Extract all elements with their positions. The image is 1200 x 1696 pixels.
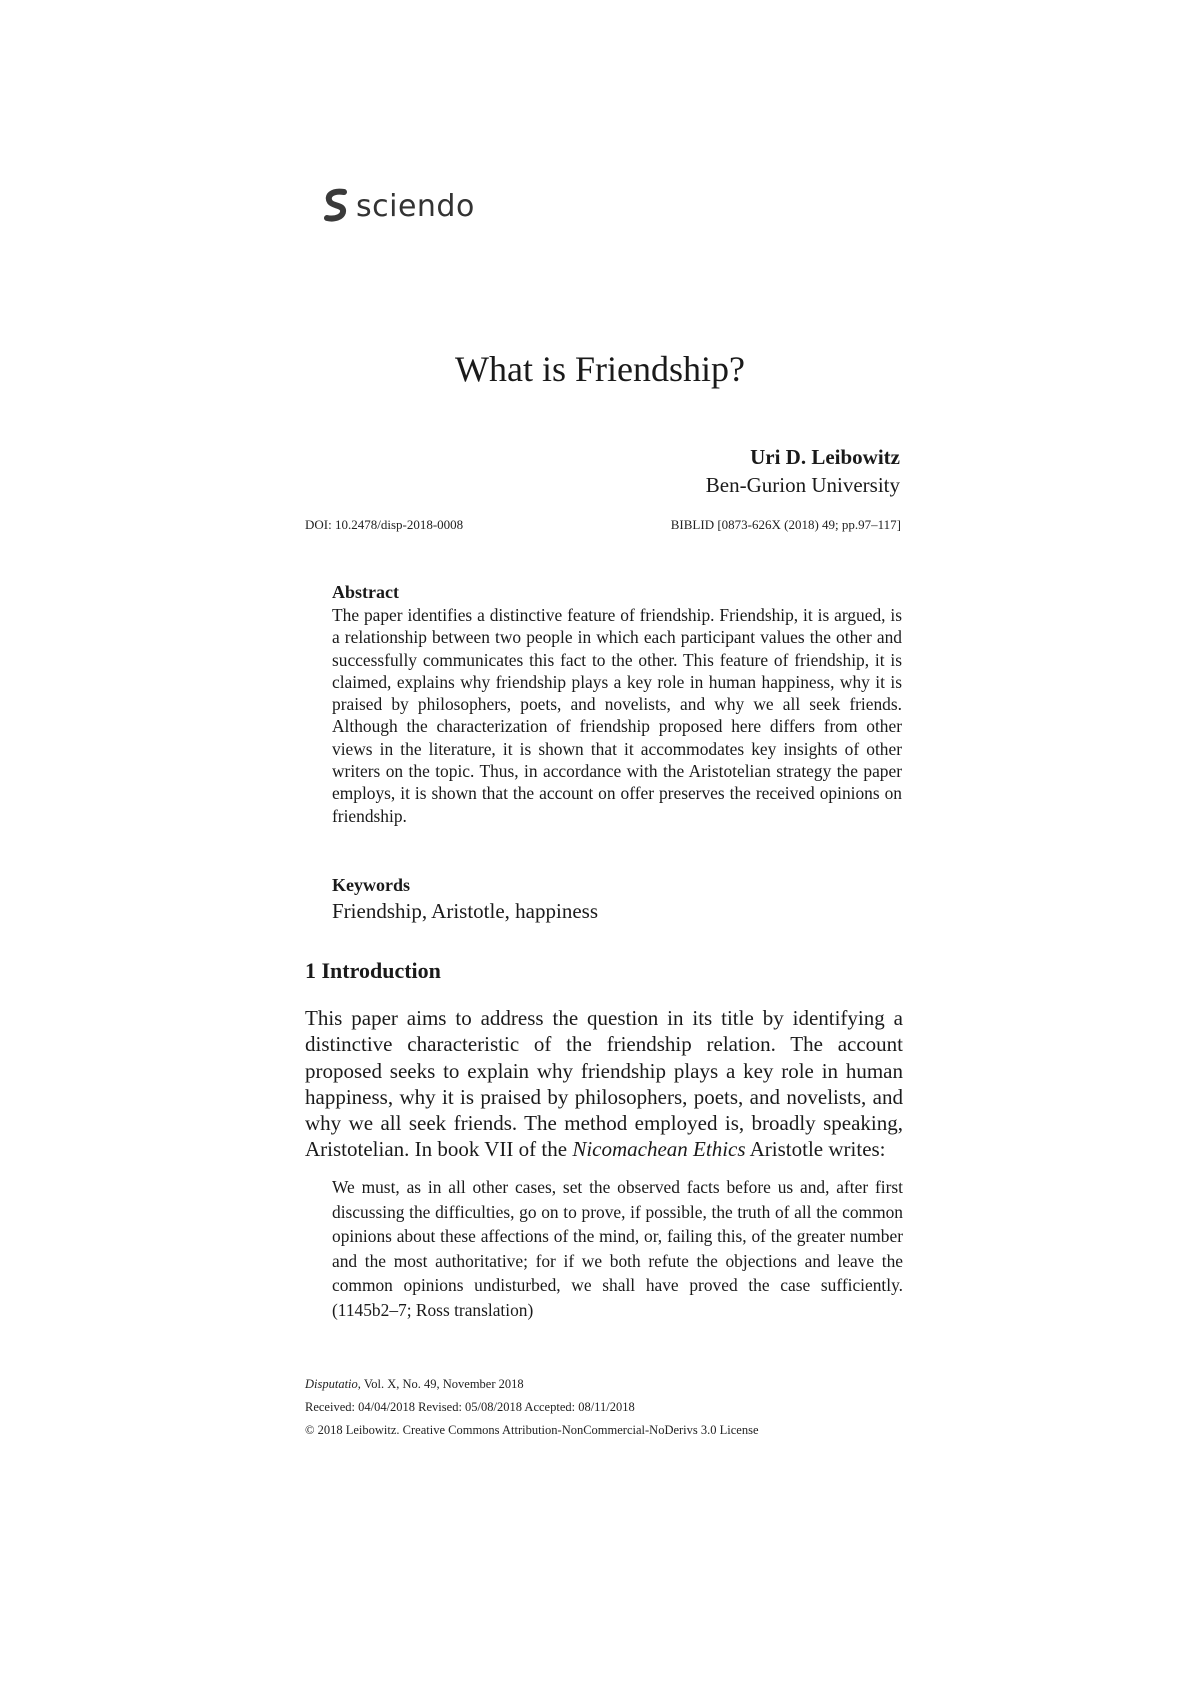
introduction-paragraph: [305, 1005, 903, 1163]
footer-journal: [305, 1373, 759, 1396]
author-block: [706, 443, 900, 499]
section-heading-introduction: 1 Introduction: [305, 958, 441, 983]
sciendo-logo: [324, 188, 475, 224]
intro-text-end: Aristotle writes:: [745, 1137, 886, 1162]
keywords-heading: Keywords: [332, 875, 410, 895]
article-meta: [305, 517, 901, 533]
article-title: What is Friendship?: [455, 349, 745, 389]
abstract-text: The paper identifies a distinctive feature of friendship. Friendship, it is argued, is a relationship between two people in which each participant values the other and successfully communicates this fact to the other. This feature of friendship, it is claimed, explains why friendship plays a key role in human happiness, why it is praised by philosophers, poets, and novelists, and why we all seek friends. Although the characterization of friendship proposed here differs from other views in the literature, it is shown that it accommodates key insights of other writers on the topic. Thus, in accordance with the Aristotelian strategy the paper employs, it is shown that the account on offer preserves the received opinions on friendship.: [332, 605, 902, 826]
block-quote: We must, as in all other cases, set the observed facts before us and, after first discussing the difficulties, go on to prove, if possible, the truth of all the common opinions about these affections of the mind, or, failing this, of the greater number and the most authoritative; for if we both refute the objections and leave the common opinions undisturbed, we shall have proved the case sufficiently. (1145b2–7; Ross translation): [332, 1177, 903, 1320]
author-affiliation: Ben-Gurion University: [705, 473, 900, 497]
intro-text-start: This paper aims to address the question in its title by identifying a distinctive characteristic of the friendship relation. The account proposed seeks to explain why friendship plays a key role in human happiness, why it is praised by philosophers, poets, and novelists, and why we all seek friends. The method employed is, broadly speaking, Aristotelian. In book VII of the: [305, 1006, 903, 1162]
page-footer: [305, 1373, 759, 1442]
footer-dates: Received: 04/04/2018 Revised: 05/08/2018 Accepted: 08/11/2018: [305, 1400, 635, 1414]
biblid: BIBLID [0873-626X (2018) 49; pp.97–117]: [670, 517, 901, 532]
journal-issue: , Vol. X, No. 49, November 2018: [357, 1377, 524, 1391]
author-name: Uri D. Leibowitz: [750, 445, 900, 469]
keywords-section: [332, 873, 902, 925]
footer-license: © 2018 Leibowitz. Creative Commons Attribution-NonCommercial-NoDerivs 3.0 License: [305, 1423, 759, 1437]
intro-book-title: Nicomachean Ethics: [572, 1137, 746, 1162]
journal-name: Disputatio: [305, 1377, 358, 1391]
logo-text: sciendo: [356, 188, 475, 224]
abstract-heading: Abstract: [332, 582, 399, 602]
doi: DOI: 10.2478/disp-2018-0008: [305, 517, 464, 532]
keywords-text: Friendship, Aristotle, happiness: [332, 899, 598, 923]
abstract-section: [332, 580, 902, 827]
sciendo-logo-icon: [324, 188, 348, 224]
